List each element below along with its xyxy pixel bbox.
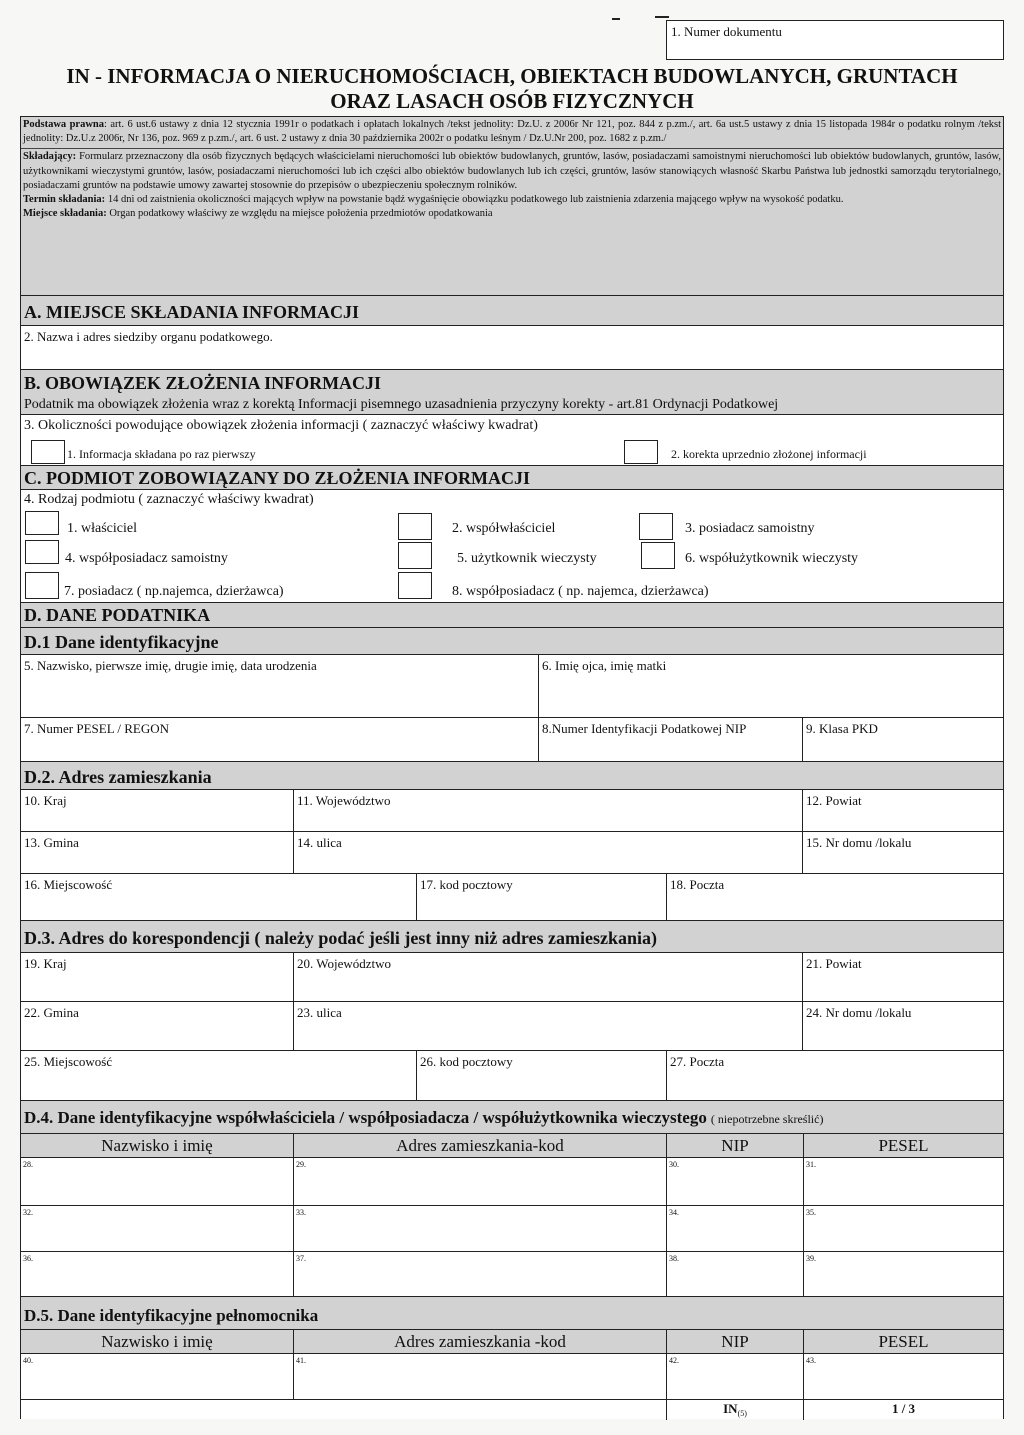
field-23-label: 23. ulica bbox=[297, 1005, 342, 1020]
field-15-box[interactable] bbox=[802, 831, 1003, 873]
checkbox-holder-label: 7. posiadacz ( np.najemca, dzierżawca) bbox=[64, 584, 284, 599]
field-24-box[interactable] bbox=[802, 1001, 1003, 1050]
field-16-box[interactable] bbox=[21, 873, 416, 920]
top-mark bbox=[655, 16, 669, 18]
field-2-box[interactable] bbox=[21, 325, 1003, 369]
deadline-info bbox=[23, 193, 1001, 207]
d4-column-headers bbox=[21, 1133, 1003, 1158]
form-title bbox=[0, 64, 1024, 114]
d4-cell[interactable]: 31. bbox=[803, 1158, 1003, 1206]
d5-row bbox=[21, 1353, 1003, 1399]
filer-text: Formularz przeznaczony dla osób fizycznych będących właścicielami nieruchomości lub obiektów budowlanych, gruntów, lasów, posiadaczami samoistnymi nieruchomości lub obiektów budowlanych, gruntów, lasów, użytkownikami wieczystymi gruntów, lasów, posiadaczami nieruchomości lub ich części albo obiektów budowlanych lub ich części, gruntów, lasów stanowiących własność Skarbu Państwa lub jednostki samorządu terytorialnego, posiadaczami gruntów na podstawie umowy zawartej stosownie do przepisów o ubezpieczeniu społecznym rolników. bbox=[23, 151, 1001, 191]
place-text: Organ podatkowy właściwy ze względu na miejsce położenia przedmiotów opodatkowania bbox=[106, 208, 493, 220]
field-12-box[interactable] bbox=[802, 789, 1003, 831]
deadline-label: Termin składania: bbox=[23, 194, 106, 206]
legal-basis-label: Podstawa prawna bbox=[23, 119, 105, 130]
section-d2-title: D.2. Adres zamieszkania bbox=[24, 767, 212, 787]
field-3-label: 3. Okoliczności powodujące obowiązek złożenia informacji ( zaznaczyć właściwy kwadrat) bbox=[24, 418, 538, 433]
checkbox-co-independent-holder[interactable] bbox=[25, 540, 59, 564]
legal-basis bbox=[23, 118, 1001, 146]
checkbox-owner-label: 1. właściciel bbox=[67, 521, 137, 536]
d4-cell[interactable]: 33. bbox=[293, 1206, 666, 1252]
d4-row-1 bbox=[21, 1157, 1003, 1205]
checkbox-correction-label: 2. korekta uprzednio złożonej informacji bbox=[671, 447, 867, 461]
section-d1-header bbox=[21, 627, 1003, 654]
d4-cell[interactable]: 28. bbox=[23, 1160, 33, 1169]
place-info bbox=[23, 207, 1001, 221]
d4-col-address: Adres zamieszkania-kod bbox=[293, 1133, 666, 1159]
section-d5-title: D.5. Dane identyfikacyjne pełnomocnika bbox=[24, 1306, 319, 1325]
d4-cell[interactable]: 37. bbox=[293, 1252, 666, 1297]
checkbox-co-owner-label: 2. współwłaściciel bbox=[452, 521, 556, 536]
d5-col-address: Adres zamieszkania -kod bbox=[293, 1329, 666, 1355]
field-5-label: 5. Nazwisko, pierwsze imię, drugie imię, data urodzenia bbox=[24, 658, 317, 673]
checkbox-independent-holder[interactable] bbox=[639, 513, 673, 540]
field-12-label: 12. Powiat bbox=[806, 793, 862, 808]
field-17-label: 17. kod pocztowy bbox=[420, 877, 513, 892]
footer-bar bbox=[21, 1399, 1003, 1419]
field-23-box[interactable] bbox=[293, 1001, 802, 1050]
d4-cell[interactable]: 35. bbox=[803, 1206, 1003, 1252]
section-d2-header bbox=[21, 761, 1003, 789]
field-26-label: 26. kod pocztowy bbox=[420, 1054, 513, 1069]
checkbox-co-owner[interactable] bbox=[398, 513, 432, 540]
section-d3-title: D.3. Adres do korespondencji ( należy podać jeśli jest inny niż adres zamieszkania) bbox=[24, 928, 658, 948]
section-d-title: D. DANE PODATNIKA bbox=[24, 605, 211, 625]
field-25-box[interactable] bbox=[21, 1050, 416, 1100]
section-d4-header bbox=[21, 1100, 1003, 1157]
d4-cell[interactable]: 39. bbox=[803, 1252, 1003, 1297]
field-4-label: 4. Rodzaj podmiotu ( zaznaczyć właściwy kwadrat) bbox=[24, 492, 314, 507]
section-d4-note: ( niepotrzebne skreślić) bbox=[710, 1112, 824, 1126]
section-c-header bbox=[21, 465, 1003, 489]
footer-page-cell bbox=[803, 1400, 1003, 1420]
d5-col-name: Nazwisko i imię bbox=[101, 1332, 213, 1351]
field-10-label: 10. Kraj bbox=[24, 793, 67, 808]
footer-form-code: IN bbox=[723, 1401, 738, 1416]
field-17-box[interactable] bbox=[416, 873, 666, 920]
d4-cell[interactable]: 34. bbox=[666, 1206, 803, 1252]
field-16-label: 16. Miejscowość bbox=[24, 877, 113, 892]
field-27-box[interactable] bbox=[666, 1050, 1003, 1100]
deadline-text: 14 dni od zaistnienia okoliczności mających wpływ na powstanie bądź wygaśnięcie obowiązku podatkowego lub zaistnienia zdarzenia mającego wpływ na wysokość podatku. bbox=[105, 194, 844, 206]
section-a-header bbox=[21, 295, 1003, 325]
field-8-box[interactable] bbox=[538, 717, 802, 761]
form-title-line2: ORAZ LASACH OSÓB FIZYCZNYCH bbox=[330, 89, 694, 113]
field-7-label: 7. Numer PESEL / REGON bbox=[24, 721, 170, 736]
field-10-box[interactable] bbox=[21, 789, 293, 831]
section-b-title: B. OBOWIĄZEK ZŁOŻENIA INFORMACJI bbox=[24, 373, 382, 393]
field-13-box[interactable] bbox=[21, 831, 293, 873]
section-d1-title: D.1 Dane identyfikacyjne bbox=[24, 632, 219, 652]
field-25-label: 25. Miejscowość bbox=[24, 1054, 113, 1069]
filer-info bbox=[23, 150, 1001, 193]
section-d4-title-row bbox=[24, 1108, 823, 1128]
document-number-box[interactable] bbox=[666, 20, 1004, 60]
checkbox-first-filing[interactable] bbox=[31, 440, 65, 464]
checkbox-independent-holder-label: 3. posiadacz samoistny bbox=[685, 521, 815, 536]
field-9-label: 9. Klasa PKD bbox=[806, 721, 878, 736]
checkbox-co-independent-holder-label: 4. współposiadacz samoistny bbox=[65, 551, 228, 566]
section-b-note: Podatnik ma obowiązek złożenia wraz z korektą Informacji pisemnego uzasadnienia przyczyny korekty - art.81 Ordynacji Podatkowej bbox=[24, 397, 779, 412]
filer-label: Składający: bbox=[23, 151, 77, 163]
field-19-label: 19. Kraj bbox=[24, 956, 67, 971]
d4-cell[interactable]: 32. bbox=[23, 1208, 33, 1217]
checkbox-perpetual-user[interactable] bbox=[398, 542, 432, 569]
field-27-label: 27. Poczta bbox=[670, 1054, 725, 1069]
field-3-box bbox=[21, 414, 1003, 465]
field-13-label: 13. Gmina bbox=[24, 835, 79, 850]
field-22-box[interactable] bbox=[21, 1001, 293, 1050]
footer-page-number: 1 / 3 bbox=[891, 1401, 916, 1416]
d4-cell[interactable]: 30. bbox=[666, 1158, 803, 1206]
checkbox-co-perpetual-user-label: 6. współużytkownik wieczysty bbox=[685, 551, 859, 566]
field-21-box[interactable] bbox=[802, 952, 1003, 1001]
d5-col-pesel: PESEL bbox=[803, 1329, 1003, 1355]
section-c-title: C. PODMIOT ZOBOWIĄZANY DO ZŁOŻENIA INFORMACJI bbox=[24, 468, 531, 488]
field-11-label: 11. Województwo bbox=[297, 793, 391, 808]
section-d-header bbox=[21, 602, 1003, 627]
section-d3-header bbox=[21, 920, 1003, 952]
d4-cell[interactable]: 29. bbox=[293, 1158, 666, 1206]
field-14-label: 14. ulica bbox=[297, 835, 342, 850]
top-mark bbox=[612, 18, 620, 20]
footer-form-sub: (5) bbox=[737, 1409, 747, 1418]
checkbox-correction[interactable] bbox=[624, 440, 658, 464]
field-19-box[interactable] bbox=[21, 952, 293, 1001]
field-24-label: 24. Nr domu /lokalu bbox=[806, 1005, 912, 1020]
checkbox-holder[interactable] bbox=[25, 572, 59, 599]
d4-cell[interactable]: 36. bbox=[23, 1254, 33, 1263]
d4-cell[interactable]: 38. bbox=[666, 1252, 803, 1297]
info-block bbox=[21, 117, 1003, 295]
field-6-box[interactable] bbox=[538, 654, 1003, 717]
checkbox-co-holder-label: 8. współposiadacz ( np. najemca, dzierżawca) bbox=[452, 584, 709, 599]
form-title-line1: IN - INFORMACJA O NIERUCHOMOŚCIACH, OBIEKTACH BUDOWLANYCH, GRUNTACH bbox=[66, 64, 958, 88]
checkbox-co-holder[interactable] bbox=[398, 572, 432, 599]
field-5-box[interactable] bbox=[21, 654, 538, 717]
d5-cell[interactable]: 43. bbox=[803, 1354, 1003, 1400]
field-20-box[interactable] bbox=[293, 952, 802, 1001]
d5-col-nip: NIP bbox=[666, 1329, 803, 1355]
field-14-box[interactable] bbox=[293, 831, 802, 873]
field-7-box[interactable] bbox=[21, 717, 538, 761]
field-26-box[interactable] bbox=[416, 1050, 666, 1100]
checkbox-perpetual-user-label: 5. użytkownik wieczysty bbox=[457, 551, 597, 566]
d4-col-pesel: PESEL bbox=[803, 1133, 1003, 1159]
checkbox-co-perpetual-user[interactable] bbox=[641, 542, 675, 569]
d5-column-headers bbox=[21, 1329, 1003, 1354]
section-b-header bbox=[21, 369, 1003, 414]
d5-cell[interactable]: 41. bbox=[293, 1354, 666, 1400]
d4-col-nip: NIP bbox=[666, 1133, 803, 1159]
document-number-label: 1. Numer dokumentu bbox=[671, 24, 782, 39]
section-d4-title: D.4. Dane identyfikacyjne współwłaściciela / współposiadacza / współużytkownika wieczystego bbox=[24, 1108, 707, 1127]
d5-cell[interactable]: 42. bbox=[666, 1354, 803, 1400]
place-label: Miejsce składania: bbox=[23, 208, 107, 220]
field-21-label: 21. Powiat bbox=[806, 956, 862, 971]
section-d5-header bbox=[21, 1296, 1003, 1353]
checkbox-first-filing-label: 1. Informacja składana po raz pierwszy bbox=[67, 447, 256, 461]
checkbox-owner[interactable] bbox=[25, 511, 59, 535]
field-6-label: 6. Imię ojca, imię matki bbox=[542, 658, 667, 673]
field-11-box[interactable] bbox=[293, 789, 802, 831]
field-9-box[interactable] bbox=[802, 717, 1003, 761]
d4-row-2 bbox=[21, 1205, 1003, 1251]
field-4-box bbox=[21, 489, 1003, 602]
field-2-label: 2. Nazwa i adres siedziby organu podatkowego. bbox=[24, 329, 273, 344]
field-18-box[interactable] bbox=[666, 873, 1003, 920]
legal-basis-text: : art. 6 ust.6 ustawy z dnia 12 stycznia 1991r o podatkach i opłatach lokalnych /tekst jednolity: Dz.U. z 2006r Nr 121, poz. 844 z p.zm./, art. 6a ust.5 ustawy z dnia 15 listopada 1984r o podatku rolnym /tekst jednolity: Dz.U.z 2006r, Nr 136, poz. 969 z p.zm./, art. 6 ust. 2 ustawy z dnia 30 października 2002r o podatku leśnym / Dz.U.Nr 200, poz. 1682 z p.zm./ bbox=[23, 119, 1002, 145]
field-15-label: 15. Nr domu /lokalu bbox=[806, 835, 912, 850]
d4-row-3 bbox=[21, 1251, 1003, 1296]
field-22-label: 22. Gmina bbox=[24, 1005, 79, 1020]
d5-cell[interactable]: 40. bbox=[23, 1356, 33, 1365]
field-20-label: 20. Województwo bbox=[297, 956, 392, 971]
d4-col-name: Nazwisko i imię bbox=[101, 1136, 213, 1155]
field-18-label: 18. Poczta bbox=[670, 877, 725, 892]
section-a-title: A. MIEJSCE SKŁADANIA INFORMACJI bbox=[24, 302, 360, 322]
field-8-label: 8.Numer Identyfikacji Podatkowej NIP bbox=[542, 721, 747, 736]
footer-form-code-cell bbox=[666, 1400, 803, 1420]
